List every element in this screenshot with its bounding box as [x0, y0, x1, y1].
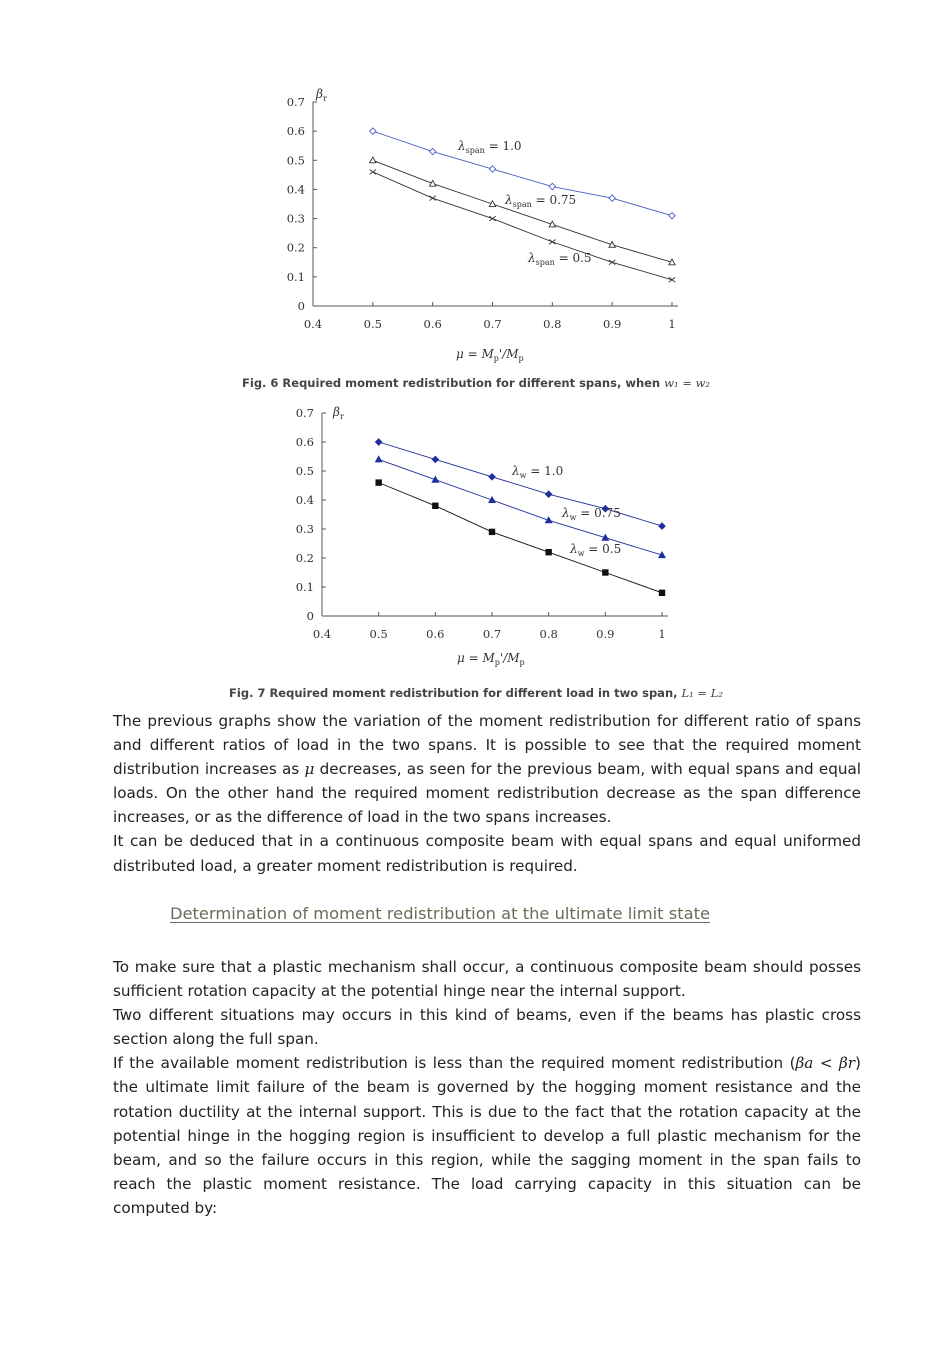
series-annotation-3: $\lambda_{span} = 0.5$ — [528, 251, 592, 267]
series-line — [373, 172, 672, 280]
figure-7-caption-math: L₁ = L₂ — [681, 686, 723, 700]
data-point-marker — [659, 523, 665, 529]
y-tick-label: 0.3 — [295, 522, 314, 536]
body-text-block-2 — [113, 955, 861, 1220]
x-tick-label: 0.8 — [543, 317, 562, 331]
data-point-marker — [545, 491, 551, 497]
series-line — [373, 160, 672, 262]
data-point-marker — [669, 212, 675, 218]
y-tick-label: 0.1 — [295, 580, 314, 594]
data-point-marker — [659, 590, 665, 596]
data-point-marker — [549, 183, 555, 189]
figure-7-caption-text: Fig. 7 Required moment redistribution for different load in two span, — [229, 686, 682, 700]
y-tick-label: 0.7 — [286, 95, 305, 109]
data-point-marker — [375, 456, 381, 462]
y-tick-label: 0.5 — [295, 464, 314, 478]
x-tick-label: 1 — [658, 627, 666, 641]
beta-inequality: βa < βr — [795, 1054, 856, 1073]
y-tick-label: 0.4 — [295, 493, 314, 507]
series-annotation-2: $\lambda_{span} = 0.75$ — [505, 193, 577, 209]
data-point-marker — [609, 260, 615, 265]
x-tick-label: 0.5 — [369, 627, 388, 641]
x-tick-label: 0.4 — [303, 317, 323, 331]
x-tick-label: 1 — [668, 317, 676, 331]
series-annotation-1: $\lambda_w = 1.0$ — [512, 464, 564, 480]
data-point-marker — [489, 497, 495, 503]
y-tick-label: 0.2 — [286, 240, 305, 255]
series-2 — [370, 157, 676, 265]
paragraph-4: Two different situations may occurs in this kind of beams, even if the beams has plastic cross section along the full span. — [113, 1006, 861, 1049]
figure-6-svg — [270, 82, 710, 367]
y-tick-label: 0 — [306, 609, 314, 623]
series-line — [379, 483, 662, 593]
data-point-marker — [545, 549, 551, 555]
data-point-marker — [489, 529, 495, 535]
data-point-marker — [429, 148, 435, 154]
x-tick-label: 0.4 — [312, 627, 332, 641]
body-text-block-1 — [113, 709, 861, 878]
x-tick-label: 0.9 — [603, 317, 622, 331]
y-tick-label: 0.3 — [286, 211, 305, 226]
data-point-marker — [602, 569, 608, 575]
figure-6-caption-text: Fig. 6 Required moment redistribution for different spans, when — [242, 376, 665, 390]
data-point-marker — [549, 239, 555, 244]
data-point-marker — [370, 157, 376, 163]
data-point-marker — [432, 503, 438, 509]
y-tick-label: 0.6 — [286, 124, 305, 139]
data-point-marker — [489, 166, 495, 172]
y-axis-label: $\beta_r$ — [316, 87, 327, 103]
data-point-marker — [375, 479, 381, 485]
x-tick-label: 0.5 — [363, 317, 382, 331]
series-3 — [370, 170, 676, 283]
data-point-marker — [432, 477, 438, 483]
data-point-marker — [429, 180, 435, 186]
paragraph-1-part-2: decreases, as seen for the previous beam, with equal spans and equal loads. On the other hand the required moment redistribution decrease as the span difference increases, or as the difference of load in the two spans increases. — [113, 760, 862, 827]
section-heading: Determination of moment redistribution at the ultimate limit state — [170, 904, 710, 923]
y-tick-label: 0 — [297, 299, 305, 313]
series-3 — [375, 479, 665, 596]
figure-7-chart — [285, 398, 695, 673]
y-axis-label: $\beta_r$ — [333, 405, 344, 421]
x-tick-label: 0.6 — [423, 317, 442, 331]
data-point-marker — [375, 439, 381, 445]
data-point-marker — [489, 474, 495, 480]
paragraph-5-part-1: If the available moment redistribution is less than the required moment redistribution ( — [113, 1054, 796, 1073]
figure-7-svg — [285, 398, 695, 673]
x-tick-label: 0.7 — [483, 317, 502, 331]
paragraph-3: To make sure that a plastic mechanism shall occur, a continuous composite beam should posses sufficient rotation capacity at the potential hinge near the internal support. — [113, 958, 861, 1001]
figure-6-caption-math: w₁ = w₂ — [664, 376, 710, 390]
mu-symbol: μ — [304, 760, 315, 779]
data-point-marker — [489, 216, 495, 221]
data-point-marker — [609, 195, 615, 201]
x-tick-label: 0.7 — [482, 627, 502, 641]
series-annotation-1: $\lambda_{span} = 1.0$ — [458, 139, 522, 155]
y-tick-label: 0.4 — [286, 182, 305, 197]
y-tick-label: 0.6 — [295, 435, 314, 449]
x-tick-label: 0.8 — [539, 627, 558, 641]
data-point-marker — [669, 277, 675, 282]
figure-6-chart — [270, 82, 710, 367]
series-annotation-3: $\lambda_w = 0.5$ — [570, 542, 622, 558]
figure-6-caption — [0, 376, 952, 390]
figure-7-caption — [0, 686, 952, 700]
series-1 — [375, 439, 665, 530]
data-point-marker — [370, 170, 376, 175]
x-tick-label: 0.9 — [596, 627, 615, 641]
data-point-marker — [370, 128, 376, 134]
paragraph-5 — [113, 1051, 861, 1220]
y-tick-label: 0.7 — [295, 406, 314, 420]
x-tick-label: 0.6 — [426, 627, 445, 641]
x-axis-label: $\mu = M_p'/M_p$ — [457, 651, 525, 667]
series-annotation-2: $\lambda_w = 0.75$ — [562, 506, 621, 522]
paragraph-5-part-2: ) the ultimate limit failure of the beam is governed by the hogging moment resistance and the rotation ductility at the internal support. This is due to the fact that the rotation capacity at the potential hinge in the hogging region is insufficient to develop a full plastic mechanism for the beam, and so the failure occurs in this region, while the sagging moment in the span fails to reach the plastic moment resistance. The load carrying capacity in this situation can be computed by: — [113, 1054, 861, 1217]
data-point-marker — [429, 196, 435, 201]
y-tick-label: 0.1 — [286, 269, 305, 284]
y-tick-label: 0.2 — [295, 551, 314, 565]
y-tick-label: 0.5 — [286, 153, 305, 168]
x-axis-label: $\mu = M_p'/M_p$ — [456, 347, 524, 363]
data-point-marker — [545, 517, 551, 523]
data-point-marker — [432, 456, 438, 462]
paragraph-1-part-1: The previous graphs show the variation of the moment redistribution for different ratio of spans and different ratios of load in the two spans. It is possible to see that the required moment distribution increases as — [113, 712, 861, 779]
paragraph-2: It can be deduced that in a continuous composite beam with equal spans and equal uniformed distributed load, a greater moment redistribution is required. — [113, 832, 861, 875]
paragraph-1 — [113, 709, 861, 829]
